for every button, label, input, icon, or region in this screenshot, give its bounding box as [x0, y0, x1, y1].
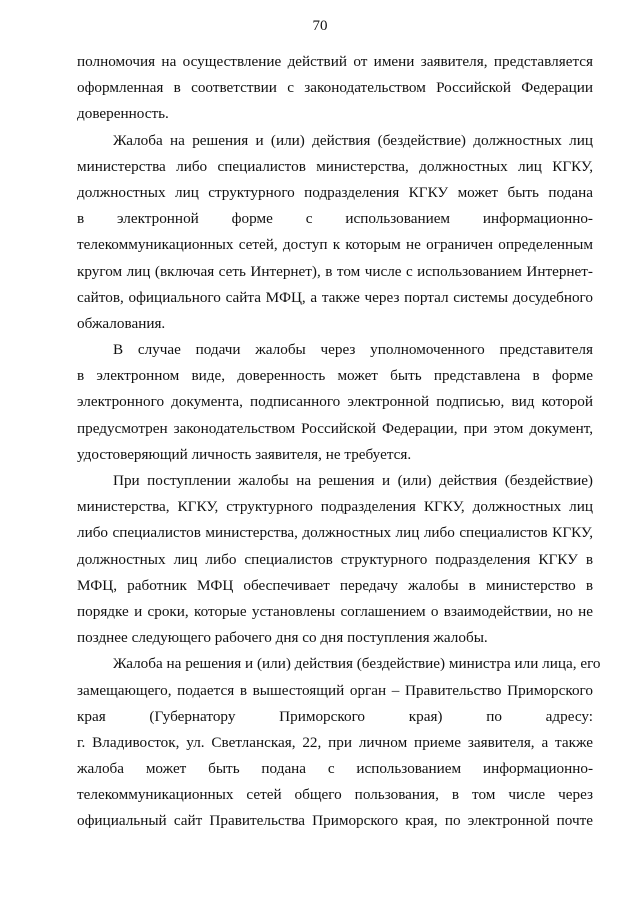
text-line: обжалования. — [77, 314, 166, 332]
text-line: должностных лиц либо специалистов структурного подразделения КГКУ в — [77, 550, 593, 568]
text-line: г. Владивосток, ул. Светланская, 22, при личном приеме заявителя, а также — [77, 733, 593, 751]
text-line: МФЦ, работник МФЦ обеспечивает передачу жалобы в министерство в — [77, 576, 593, 594]
text-line: либо специалистов министерства, должностных лиц либо специалистов КГКУ, — [77, 524, 593, 542]
paragraph-5 — [77, 651, 601, 834]
text-line: Жалоба на решения и (или) действия (бездействие) министра или лица, его — [113, 655, 601, 673]
page-number: 70 — [312, 18, 328, 34]
text-line: замещающего, подается в вышестоящий орган – Правительство Приморского — [77, 681, 593, 699]
document-body — [77, 49, 601, 835]
text-line: электронного документа, подписанного электронной подписью, вид которой — [77, 393, 593, 411]
text-line: министерства, КГКУ, структурного подразделения КГКУ, должностных лиц — [77, 498, 593, 516]
paragraph-3 — [77, 337, 593, 468]
text-line: должностных лиц структурного подразделения КГКУ может быть подана — [77, 183, 593, 201]
text-line: телекоммуникационных сетей, доступ к которым не ограничен определенным — [77, 236, 593, 254]
text-line: края (Губернатору Приморского края) по адресу: — [77, 707, 593, 725]
text-line: официальный сайт Правительства Приморского края, по электронной почте — [77, 812, 593, 830]
text-line: в электронной форме с использованием информационно- — [77, 210, 593, 228]
text-line: телекоммуникационных сетей общего пользования, в том числе через — [77, 786, 593, 804]
text-line: министерства либо специалистов министерства, должностных лиц КГКУ, — [77, 157, 593, 175]
text-line: доверенность. — [77, 105, 169, 123]
text-line: полномочия на осуществление действий от имени заявителя, представляется — [77, 53, 593, 70]
text-line: порядке и сроки, которые установлены соглашением о взаимодействии, но не — [77, 602, 593, 620]
text-line: удостоверяющий личность заявителя, не требуется. — [77, 445, 412, 463]
text-line: В случае подачи жалобы через уполномоченного представителя — [113, 341, 593, 359]
paragraph-4 — [77, 468, 593, 651]
text-line: жалоба может быть подана с использованием информационно- — [77, 760, 593, 778]
text-line: При поступлении жалобы на решения и (или) действия (бездействие) — [113, 472, 593, 489]
paragraph-1 — [77, 49, 593, 128]
text-line: предусмотрен законодательством Российской Федерации, при этом документ, — [77, 419, 593, 437]
text-line: Жалоба на решения и (или) действия (бездействие) должностных лиц — [113, 131, 593, 149]
text-line: сайтов, официального сайта МФЦ, а также через портал системы досудебного — [77, 288, 593, 306]
text-line: в электронном виде, доверенность может быть представлена в форме — [77, 367, 593, 385]
paragraph-2 — [77, 128, 593, 338]
text-line: оформленная в соответствии с законодательством Российской Федерации — [77, 79, 593, 97]
text-line: позднее следующего рабочего дня со дня поступления жалобы. — [77, 629, 488, 647]
text-line: кругом лиц (включая сеть Интернет), в том числе с использованием Интернет- — [77, 262, 593, 280]
